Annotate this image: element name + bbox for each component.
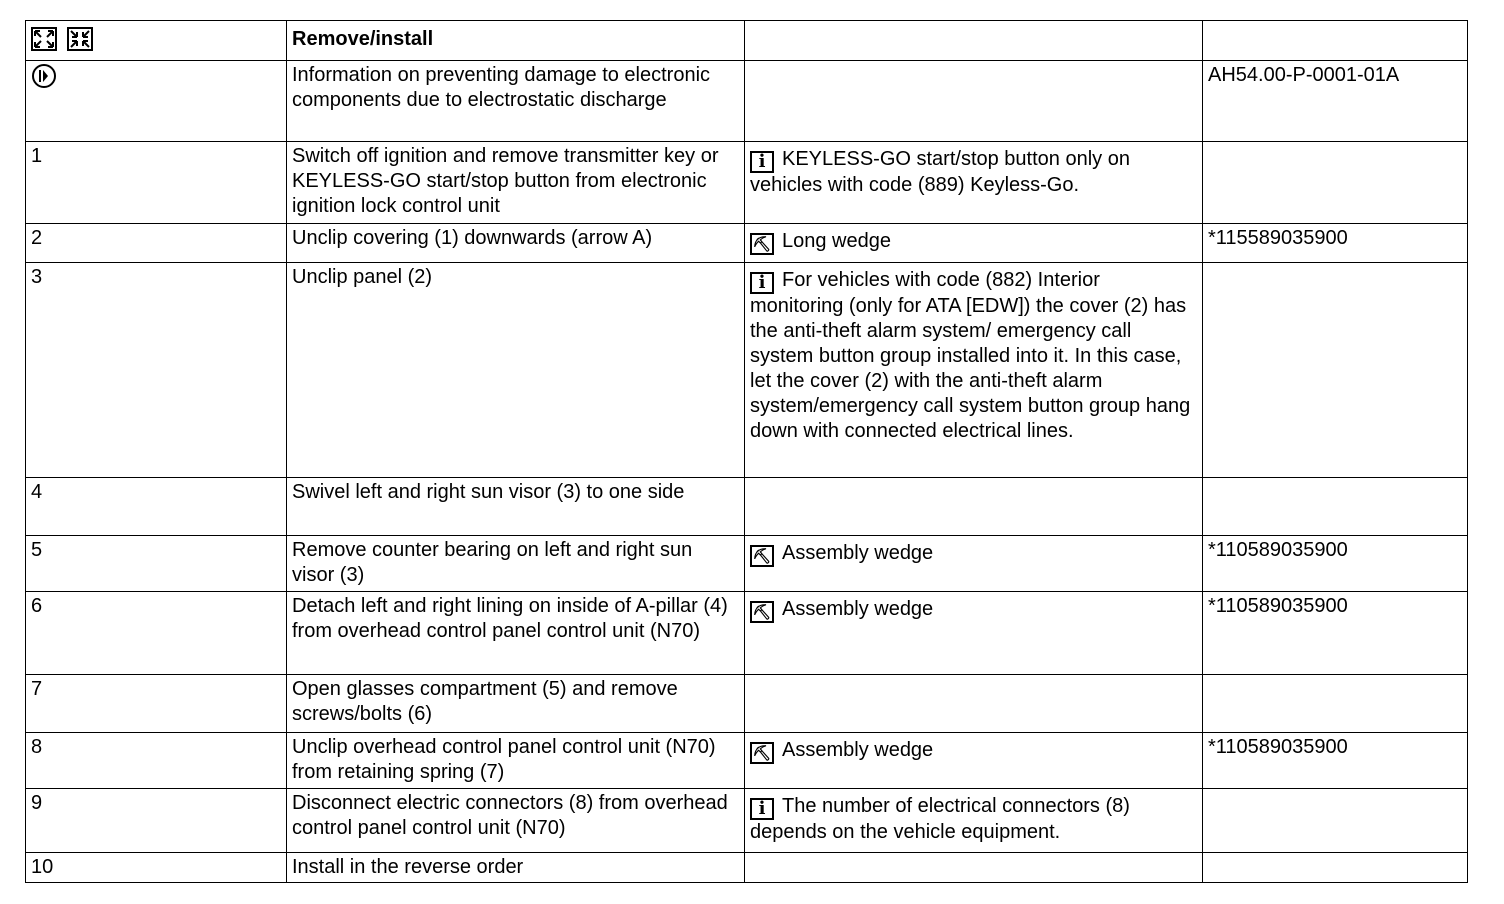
step-cell: 6	[26, 592, 287, 675]
note-text: The number of electrical connectors (8) depends on the vehicle equipment.	[750, 795, 1130, 843]
action-cell: Unclip overhead control panel control unit (N70) from retaining spring (7)	[287, 733, 745, 789]
note-cell	[745, 263, 1203, 478]
step-cell: 2	[26, 224, 287, 263]
header-row	[26, 21, 1468, 61]
step-cell	[26, 61, 287, 142]
reference-cell: *110589035900	[1203, 592, 1468, 675]
step-cell: 10	[26, 853, 287, 883]
reference-cell	[1203, 853, 1468, 883]
table-row	[26, 224, 1468, 263]
table-row	[26, 592, 1468, 675]
action-cell: Open glasses compartment (5) and remove screws/bolts (6)	[287, 675, 745, 733]
note-cell	[745, 61, 1203, 142]
reference-cell	[1203, 478, 1468, 536]
special-tool-icon: ⛏	[750, 601, 774, 623]
table-row	[26, 733, 1468, 789]
note-cell	[745, 789, 1203, 853]
header-empty-cell	[1203, 21, 1468, 61]
reference-cell: *115589035900	[1203, 224, 1468, 263]
table-row	[26, 142, 1468, 224]
reference-cell: AH54.00-P-0001-01A	[1203, 61, 1468, 142]
step-cell: 4	[26, 478, 287, 536]
action-cell: Detach left and right lining on inside of A-pillar (4) from overhead control panel control unit (N70)	[287, 592, 745, 675]
procedure-table	[25, 20, 1468, 883]
expand-corners-icon	[31, 27, 57, 51]
note-text: Long wedge	[782, 230, 891, 252]
step-cell: 7	[26, 675, 287, 733]
note-cell	[745, 675, 1203, 733]
action-cell: Remove counter bearing on left and right sun visor (3)	[287, 536, 745, 592]
header-empty-cell	[745, 21, 1203, 61]
note-cell	[745, 853, 1203, 883]
action-cell: Unclip panel (2)	[287, 263, 745, 478]
table-row	[26, 478, 1468, 536]
table-row	[26, 675, 1468, 733]
table-row	[26, 853, 1468, 883]
info-icon: i	[750, 272, 774, 294]
step-cell: 5	[26, 536, 287, 592]
table-row	[26, 789, 1468, 853]
note-text: KEYLESS-GO start/stop button only on vehicles with code (889) Keyless-Go.	[750, 148, 1130, 196]
note-cell	[745, 142, 1203, 224]
action-cell: Swivel left and right sun visor (3) to one side	[287, 478, 745, 536]
step-cell: 3	[26, 263, 287, 478]
reference-cell	[1203, 789, 1468, 853]
step-cell: 1	[26, 142, 287, 224]
note-cell	[745, 733, 1203, 789]
info-icon: i	[750, 798, 774, 820]
note-cell	[745, 224, 1203, 263]
step-cell: 9	[26, 789, 287, 853]
note-text: Assembly wedge	[782, 739, 934, 761]
action-cell: Information on preventing damage to electronic components due to electrostatic discharge	[287, 61, 745, 142]
special-tool-icon: ⛏	[750, 545, 774, 567]
reference-cell	[1203, 142, 1468, 224]
note-cell	[745, 536, 1203, 592]
collapse-corners-icon	[67, 27, 93, 51]
reference-cell	[1203, 675, 1468, 733]
action-cell: Unclip covering (1) downwards (arrow A)	[287, 224, 745, 263]
info-icon: i	[750, 151, 774, 173]
header-title: Remove/install	[287, 21, 745, 61]
note-cell	[745, 478, 1203, 536]
header-icons-cell	[26, 21, 287, 61]
note-text: Assembly wedge	[782, 542, 934, 564]
note-text: For vehicles with code (882) Interior monitoring (only for ATA [EDW]) the cover (2) has the anti-theft alarm system/ emergency call system button group installed into it. In this case, let the cover (2) with the anti-theft alarm system/emergency call system button group hang down with connected electrical lines.	[750, 269, 1191, 442]
reference-cell	[1203, 263, 1468, 478]
action-cell: Disconnect electric connectors (8) from overhead control panel control unit (N70)	[287, 789, 745, 853]
esd-warning-icon	[31, 63, 57, 89]
reference-cell: *110589035900	[1203, 536, 1468, 592]
table-row	[26, 263, 1468, 478]
reference-cell: *110589035900	[1203, 733, 1468, 789]
note-cell	[745, 592, 1203, 675]
step-cell: 8	[26, 733, 287, 789]
special-tool-icon: ⛏	[750, 742, 774, 764]
table-row	[26, 61, 1468, 142]
special-tool-icon: ⛏	[750, 233, 774, 255]
note-text: Assembly wedge	[782, 598, 934, 620]
action-cell: Switch off ignition and remove transmitter key or KEYLESS-GO start/stop button from electronic ignition lock control unit	[287, 142, 745, 224]
action-cell: Install in the reverse order	[287, 853, 745, 883]
table-row	[26, 536, 1468, 592]
